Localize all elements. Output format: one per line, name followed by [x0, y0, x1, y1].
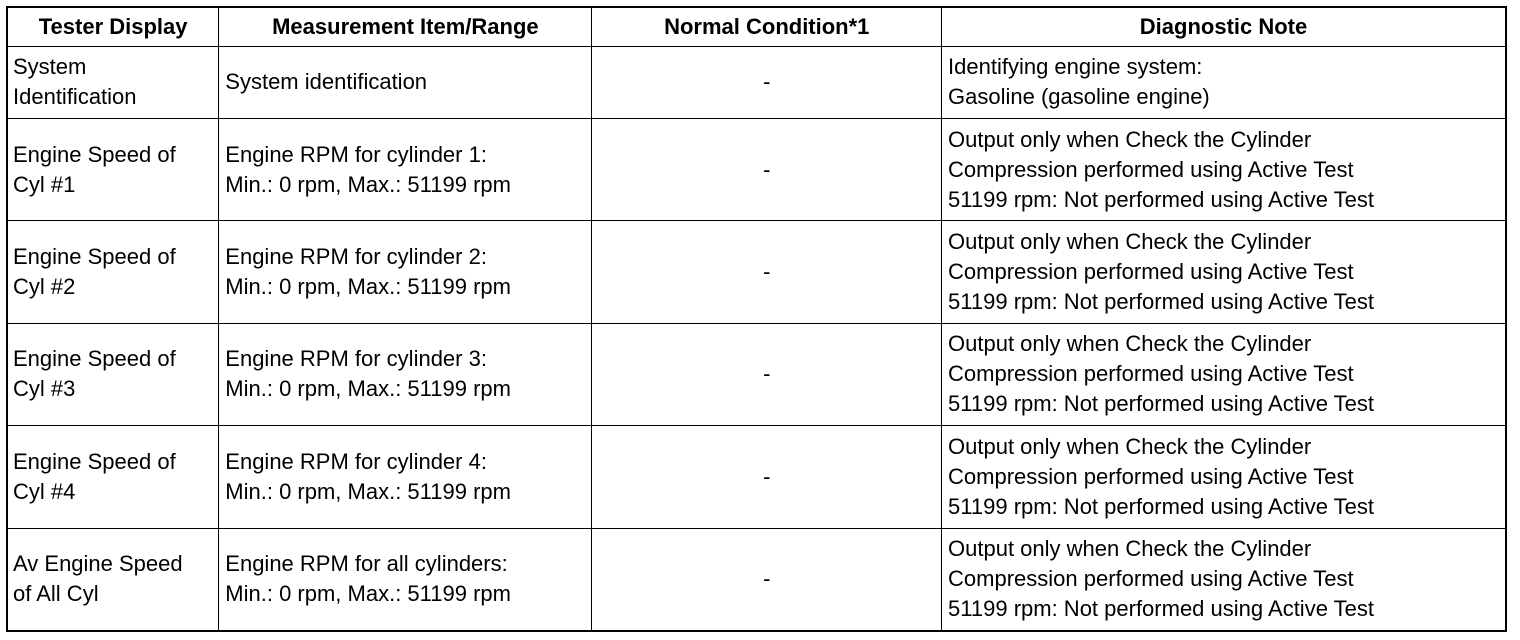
cell-text-line: Engine Speed of — [13, 244, 176, 270]
cell-text-line: Min.: 0 rpm, Max.: 51199 rpm — [225, 171, 511, 197]
cell-text-line: Gasoline (gasoline engine) — [948, 84, 1210, 110]
cell-text-line: Engine RPM for cylinder 3: — [225, 346, 487, 372]
cell-text-line: Engine RPM for cylinder 1: — [225, 141, 487, 167]
cell-text-line: Engine RPM for all cylinders: — [225, 551, 508, 577]
table-row — [7, 118, 1506, 220]
cell-text-line: Cyl #4 — [13, 478, 76, 504]
header-diagnostic-note: Diagnostic Note — [942, 7, 1506, 47]
table-body — [7, 47, 1506, 632]
cell-diagnostic-note — [942, 323, 1506, 425]
cell-text-line: Compression performed using Active Test — [948, 463, 1354, 489]
cell-text-line: Compression performed using Active Test — [948, 566, 1354, 592]
table-row — [7, 47, 1506, 119]
cell-tester-display — [7, 221, 219, 323]
cell-text-line: Min.: 0 rpm, Max.: 51199 rpm — [225, 376, 511, 402]
cell-normal-condition: - — [592, 426, 942, 528]
cell-text-line: Identifying engine system: — [948, 54, 1203, 80]
cell-tester-display — [7, 528, 219, 631]
cell-text-line: Compression performed using Active Test — [948, 156, 1354, 182]
cell-text-line: of All Cyl — [13, 581, 99, 607]
cell-text-line: Identification — [13, 84, 137, 110]
cell-text-line: 51199 rpm: Not performed using Active Test — [948, 596, 1374, 622]
cell-text-line: Output only when Check the Cylinder — [948, 536, 1312, 562]
cell-measurement-item-range — [219, 426, 592, 528]
header-row — [7, 7, 1506, 47]
header-measurement-item-range: Measurement Item/Range — [219, 7, 592, 47]
cell-diagnostic-note — [942, 221, 1506, 323]
cell-text-line: Av Engine Speed — [13, 551, 183, 577]
cell-tester-display — [7, 323, 219, 425]
cell-text-line: 51199 rpm: Not performed using Active Test — [948, 493, 1374, 519]
cell-tester-display — [7, 118, 219, 220]
cell-text-line: Min.: 0 rpm, Max.: 51199 rpm — [225, 274, 511, 300]
cell-text-line: System — [13, 54, 87, 80]
cell-diagnostic-note — [942, 118, 1506, 220]
cell-normal-condition: - — [592, 528, 942, 631]
cell-diagnostic-note — [942, 47, 1506, 119]
cell-measurement-item-range — [219, 118, 592, 220]
cell-text-line: Engine Speed of — [13, 448, 176, 474]
cell-measurement-item-range — [219, 323, 592, 425]
cell-text-line: 51199 rpm: Not performed using Active Test — [948, 289, 1374, 315]
cell-text-line: Cyl #1 — [13, 171, 76, 197]
cell-text-line: Engine Speed of — [13, 141, 176, 167]
table-row — [7, 528, 1506, 631]
cell-text-line: Min.: 0 rpm, Max.: 51199 rpm — [225, 478, 511, 504]
cell-text-line: Engine Speed of — [13, 346, 176, 372]
cell-text-line: Output only when Check the Cylinder — [948, 331, 1312, 357]
cell-text-line: Engine RPM for cylinder 2: — [225, 244, 487, 270]
data-list-table — [6, 6, 1507, 632]
cell-text-line: Output only when Check the Cylinder — [948, 433, 1312, 459]
table-row — [7, 426, 1506, 528]
header-normal-condition: Normal Condition*1 — [592, 7, 942, 47]
table-header — [7, 7, 1506, 47]
cell-text-line: Output only when Check the Cylinder — [948, 229, 1312, 255]
cell-text-line: Min.: 0 rpm, Max.: 51199 rpm — [225, 581, 511, 607]
cell-normal-condition: - — [592, 323, 942, 425]
cell-text-line: Cyl #2 — [13, 274, 76, 300]
header-tester-display: Tester Display — [7, 7, 219, 47]
cell-normal-condition: - — [592, 47, 942, 119]
cell-text-line: 51199 rpm: Not performed using Active Test — [948, 391, 1374, 417]
table-row — [7, 221, 1506, 323]
cell-text-line: Compression performed using Active Test — [948, 259, 1354, 285]
cell-diagnostic-note — [942, 528, 1506, 631]
cell-measurement-item-range — [219, 47, 592, 119]
cell-text-line: System identification — [225, 69, 428, 95]
cell-diagnostic-note — [942, 426, 1506, 528]
cell-normal-condition: - — [592, 221, 942, 323]
cell-measurement-item-range — [219, 528, 592, 631]
cell-measurement-item-range — [219, 221, 592, 323]
cell-text-line: 51199 rpm: Not performed using Active Test — [948, 186, 1374, 212]
cell-text-line: Cyl #3 — [13, 376, 76, 402]
cell-text-line: Engine RPM for cylinder 4: — [225, 448, 487, 474]
table-row — [7, 323, 1506, 425]
cell-tester-display — [7, 426, 219, 528]
cell-text-line: Compression performed using Active Test — [948, 361, 1354, 387]
cell-tester-display — [7, 47, 219, 119]
cell-normal-condition: - — [592, 118, 942, 220]
cell-text-line: Output only when Check the Cylinder — [948, 126, 1312, 152]
